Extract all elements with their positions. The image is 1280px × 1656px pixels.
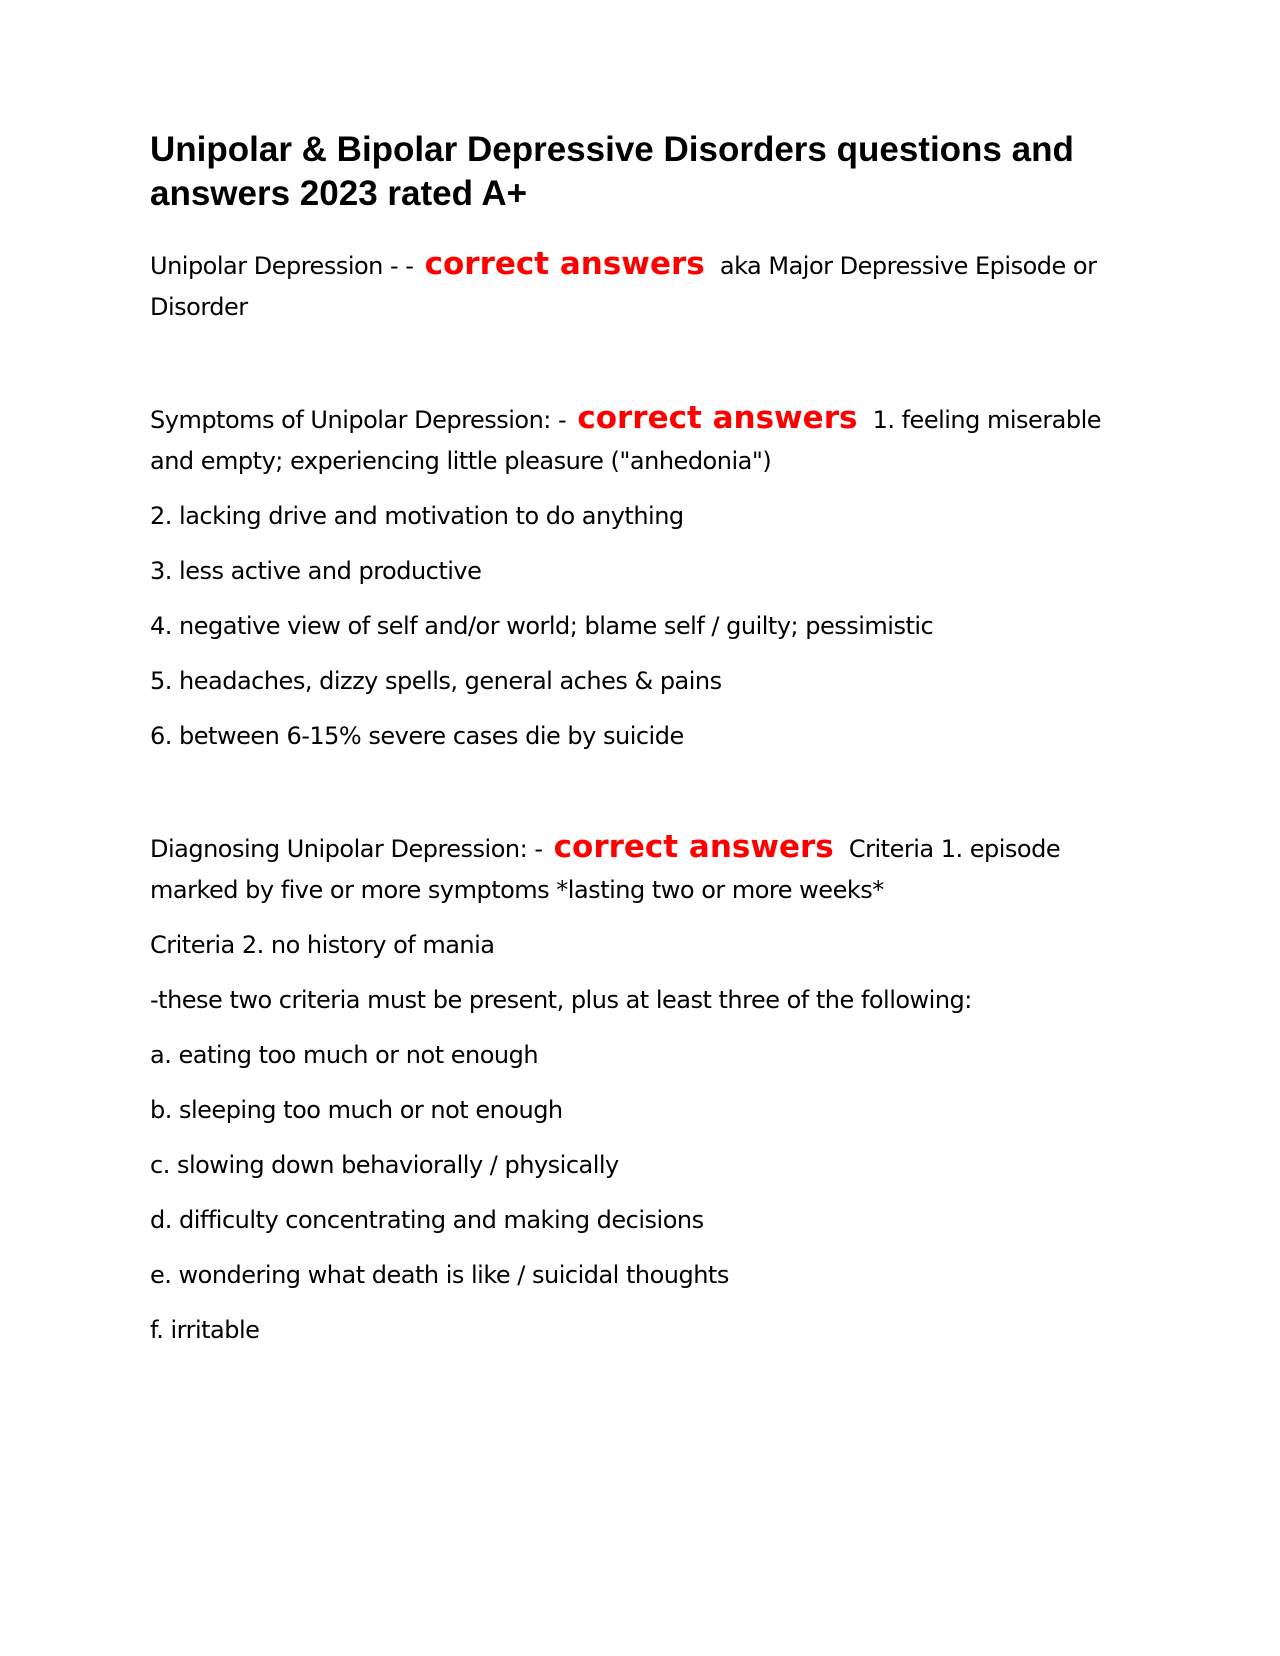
list-item: 5. headaches, dizzy spells, general aches & pains	[150, 667, 722, 695]
question-diagnosing	[150, 827, 1110, 911]
question-unipolar-depression	[150, 244, 1110, 328]
answer-text: Criteria 1. episode marked by five or more symptoms *lasting two or more weeks*	[150, 835, 1061, 904]
question-symptoms	[150, 398, 1110, 482]
question-prompt: Diagnosing Unipolar Depression: -	[150, 835, 543, 863]
list-item: 3. less active and productive	[150, 557, 482, 585]
answer-text: aka Major Depressive Episode or Disorder	[150, 252, 1097, 321]
list-item: 6. between 6-15% severe cases die by suicide	[150, 722, 684, 750]
answer-text: 1. feeling miserable and empty; experiencing little pleasure ("anhedonia")	[150, 406, 1102, 475]
question-prompt: Unipolar Depression - -	[150, 252, 414, 280]
list-item: c. slowing down behaviorally / physically	[150, 1151, 619, 1179]
list-item: 4. negative view of self and/or world; blame self / guilty; pessimistic	[150, 612, 934, 640]
list-item: b. sleeping too much or not enough	[150, 1096, 563, 1124]
list-item: e. wondering what death is like / suicidal thoughts	[150, 1261, 729, 1289]
correct-answers-label: correct answers	[553, 829, 834, 865]
correct-answers-label: correct answers	[424, 246, 705, 282]
document-title: Unipolar & Bipolar Depressive Disorders questions and answers 2023 rated A+	[150, 130, 1074, 213]
list-item: d. difficulty concentrating and making decisions	[150, 1206, 704, 1234]
list-item: a. eating too much or not enough	[150, 1041, 539, 1069]
list-item: 2. lacking drive and motivation to do anything	[150, 502, 684, 530]
list-item: f. irritable	[150, 1316, 260, 1344]
list-item: -these two criteria must be present, plus at least three of the following:	[150, 986, 972, 1014]
spacer	[150, 771, 1110, 827]
question-prompt: Symptoms of Unipolar Depression: -	[150, 406, 567, 434]
list-item: Criteria 2. no history of mania	[150, 931, 495, 959]
spacer	[150, 342, 1110, 398]
document-page	[150, 128, 1110, 1365]
correct-answers-label: correct answers	[577, 400, 858, 436]
